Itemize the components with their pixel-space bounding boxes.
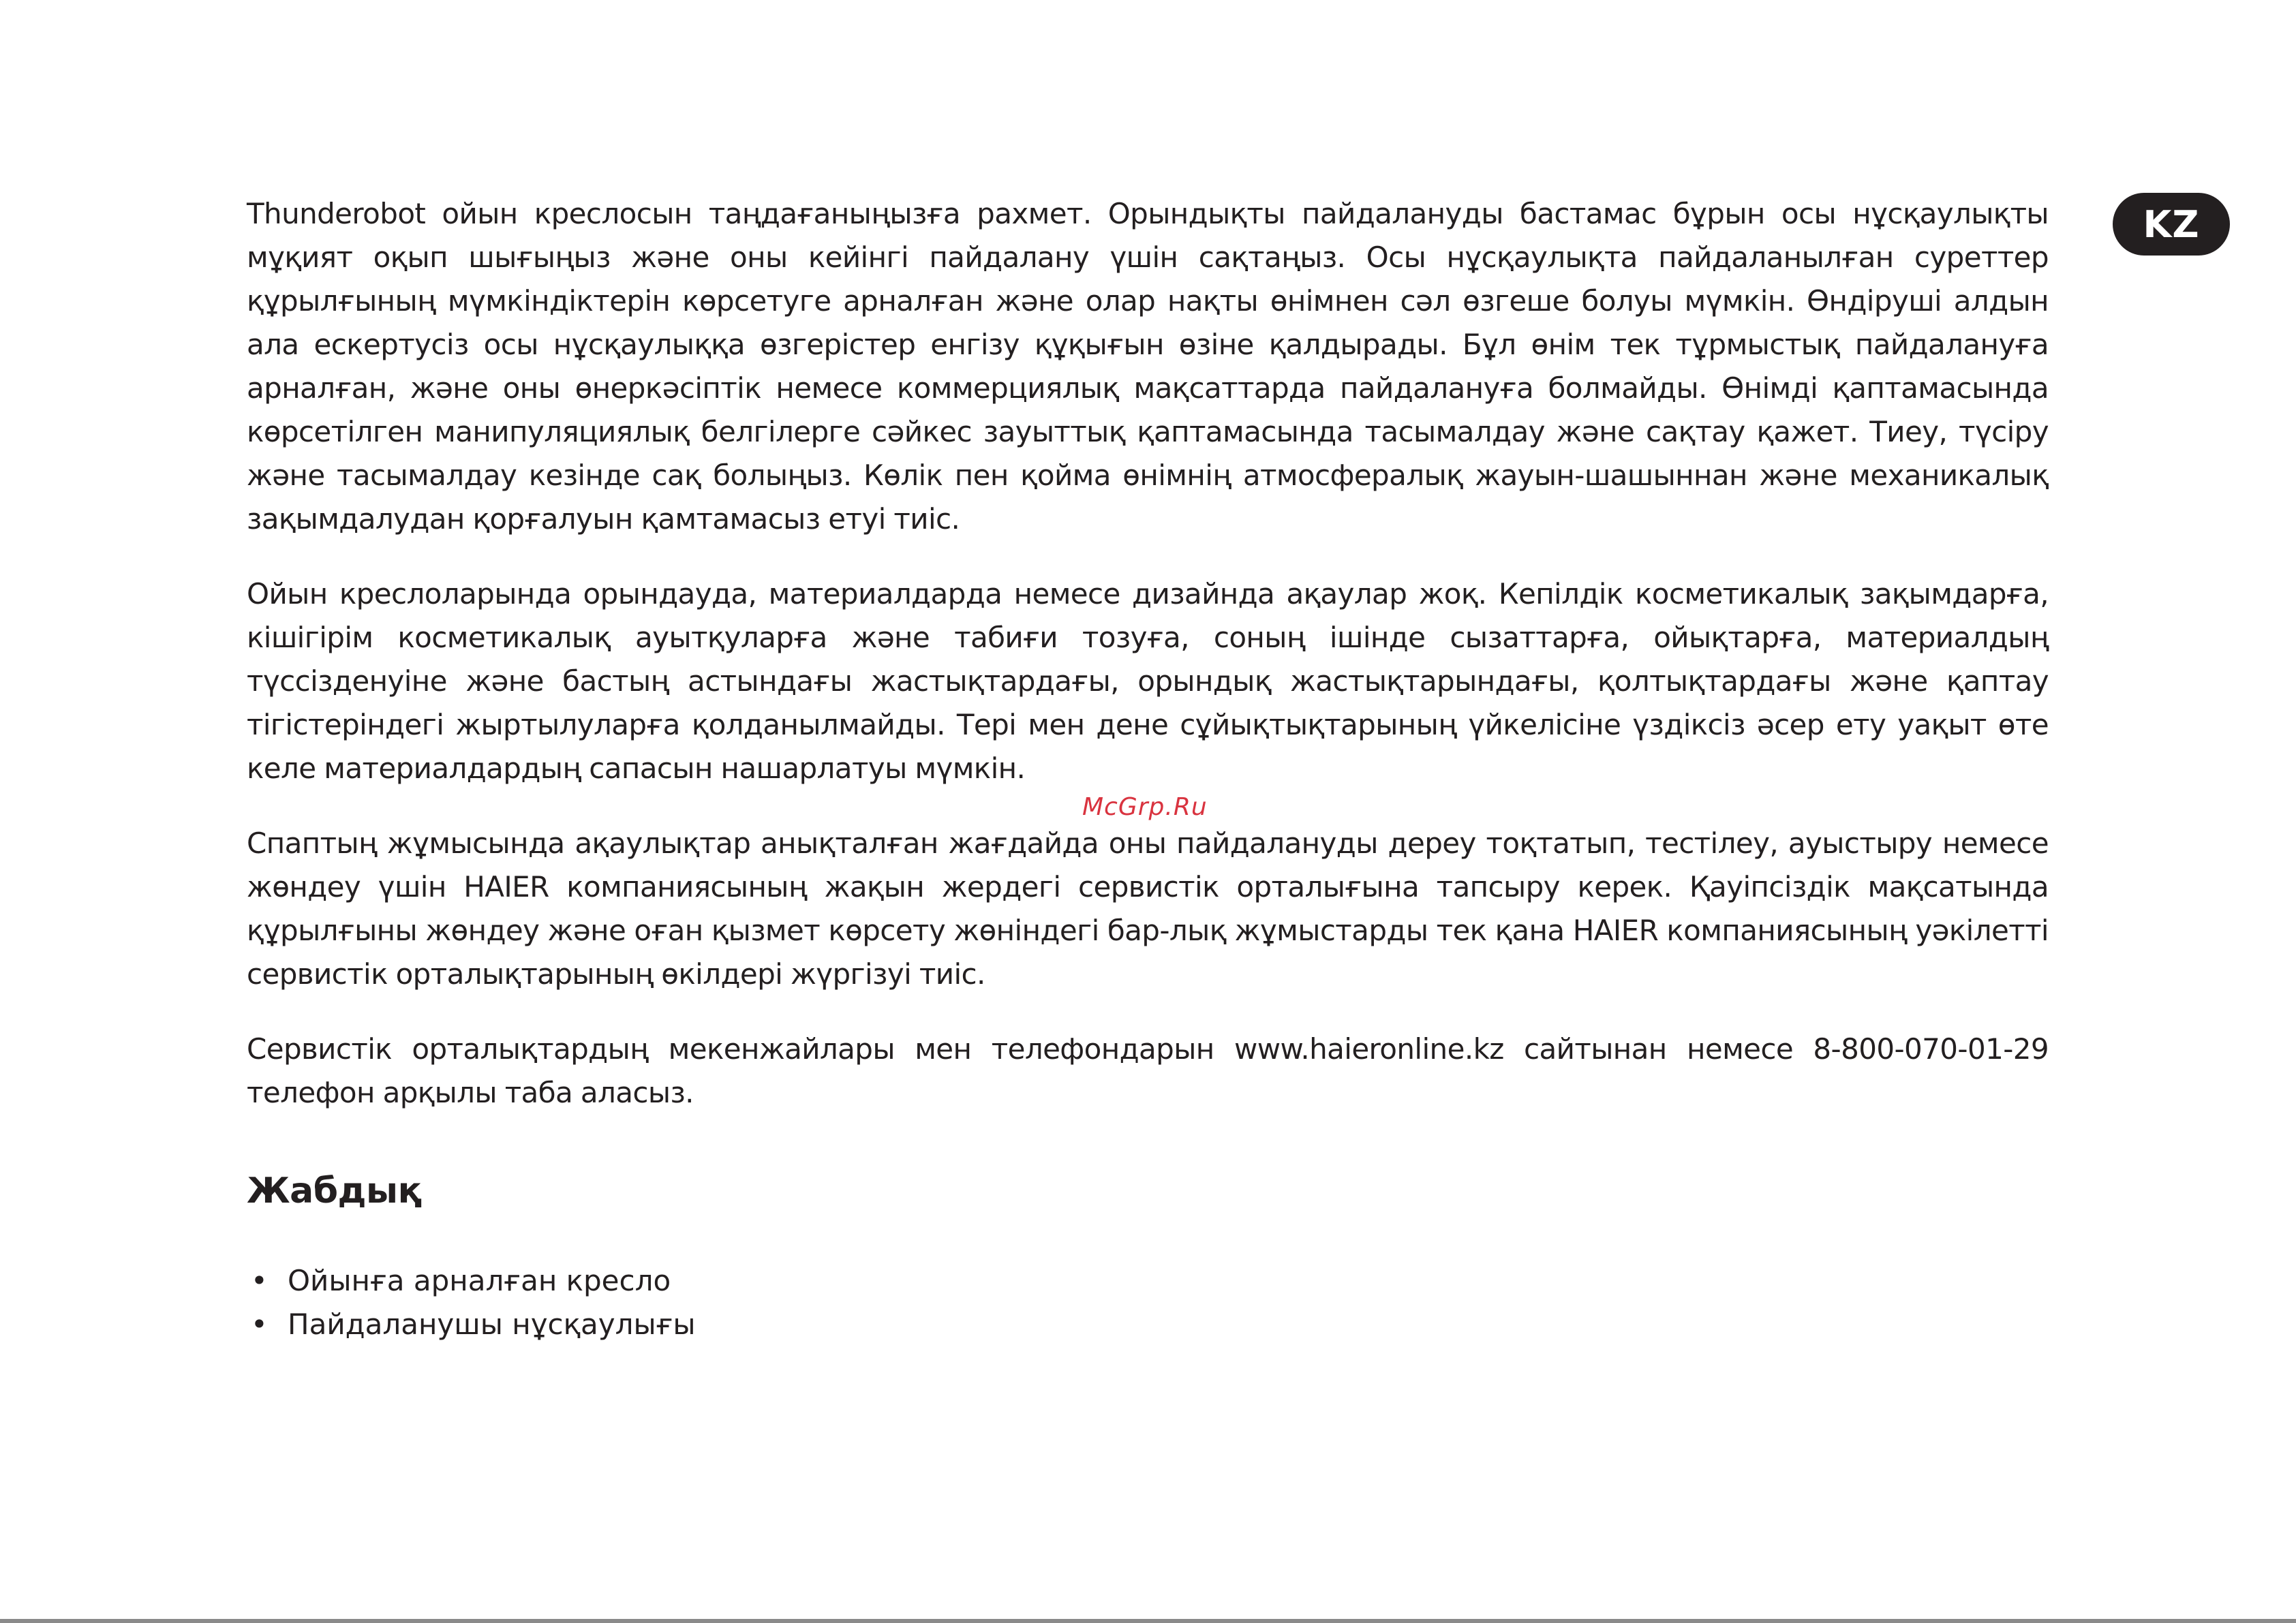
watermark: McGrp.Ru bbox=[1082, 793, 1208, 821]
language-badge: KZ bbox=[2113, 193, 2230, 256]
list-item-label: Пайдаланушы нұсқаулығы bbox=[288, 1308, 696, 1341]
equipment-list bbox=[247, 1259, 696, 1346]
bottom-divider bbox=[0, 1619, 2296, 1623]
paragraph-intro: Thunderobot ойын креслосын таңдағаныңызға рахмет. Орындықты пайдалануды бастамас бұрын осы нұсқаулықты мұқият оқып шығыңыз және оны кейінгі пайдалану үшін сақтаңыз. Осы нұсқаулықта пайдаланылған суреттер құрылғының мүмкіндіктерін көрсетуге арналған және олар нақты өнімнен сәл өзгеше болуы мүмкін. Өндіруші алдын ала ескертусіз осы нұсқаулыққа өзгерістер енгізу құқығын өзіне қалдырады. Бұл өнім тек тұрмыстық пайдалануға арналған, және оны өнеркәсіптік немесе коммерциялық мақсаттарда пайдалануға болмайды. Өнімді қаптамасында көрсетілген манипуляциялық белгілерге сәйкес зауыттық қаптамасында тасымалдау және сақтау қажет. Тиеу, түсіру және тасымалдау кезінде сақ болыңыз. Көлік пен қойма өнімнің атмосфералық жауын-шашыннан және механикалық зақымдалудан қорғалуын қамтамасыз етуі тиіс. bbox=[247, 197, 2049, 536]
paragraph-warranty: Ойын креслоларында орындауда, материалдарда немесе дизайнда ақаулар жоқ. Кепілдік косметикалық зақымдарға, кішігірім косметикалық ауытқуларға және табиғи тозуға, соның ішінде сызаттарға, ойықтарға, материалдың түссізденуіне және бастың астындағы жастықтардағы, орындық жастықтарындағы, қолтықтардағы және қаптау тігістеріндегі жыртылуларға қолданылмайды. Тері мен дене сұйықтықтарының үйкелісіне үздіксіз әсер ету уақыт өте келе материалдардың сапасын нашарлатуы мүмкін. bbox=[247, 577, 2049, 785]
bullet-icon: • bbox=[251, 1308, 268, 1341]
list-item bbox=[247, 1259, 696, 1303]
paragraph-contacts: Сервистік орталықтардың мекенжайлары мен телефондарын www.haieronline.kz сайтынан немесе 8-800-070-01-29 телефон арқылы таба аласыз. bbox=[247, 1032, 2049, 1109]
bullet-icon: • bbox=[251, 1264, 268, 1297]
list-item bbox=[247, 1303, 696, 1346]
paragraph-service: Спаптың жұмысында ақаулықтар анықталған жағдайда оны пайдалануды дереу тоқтатып, тестілеу, ауыстыру немесе жөндеу үшін HAIER компаниясының жақын жердегі сервистік орталығына тапсыру керек. Қауіпсіздік мақсатында құрылғыны жөндеу және оған қызмет көрсету жөніндегі бар-лық жұмыстарды тек қана HAIER компаниясының уәкілетті сервистік орталықтарының өкілдері жүргізуі тиіс. bbox=[247, 826, 2049, 991]
equipment-heading: Жабдық bbox=[247, 1171, 422, 1211]
intro-text bbox=[247, 192, 2049, 1146]
list-item-label: Ойынға арналған кресло bbox=[288, 1264, 671, 1297]
